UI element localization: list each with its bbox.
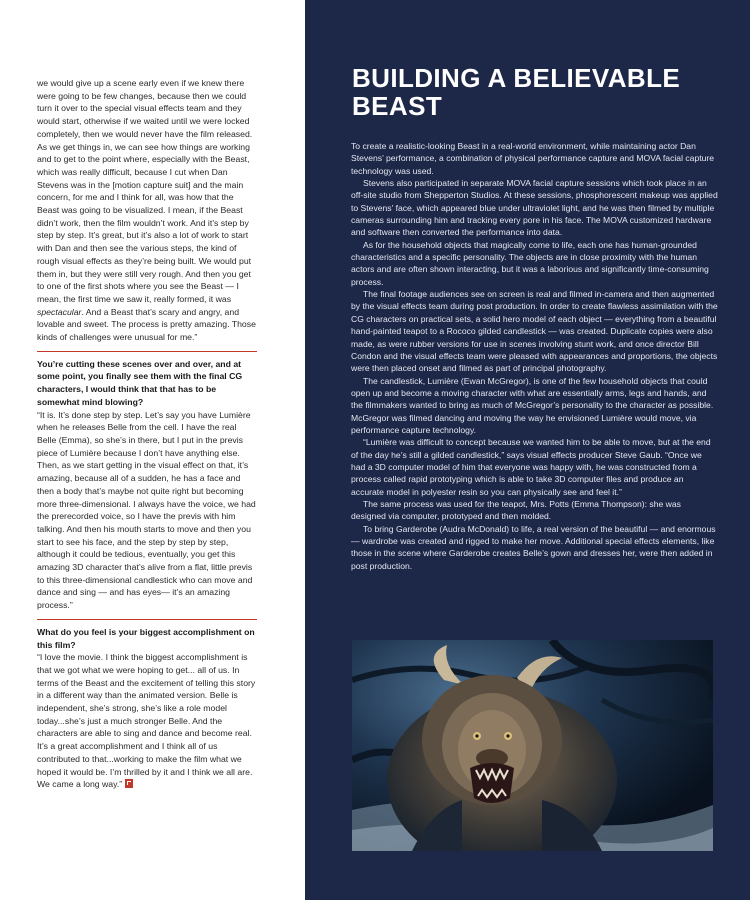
interview-answer-2: “I love the movie. I think the biggest accomplishment is that we got what we were hoping to get... all of us. In terms of the Beast and the excitement of telling this story in a different way than the animated version. Belle is independent, she’s strong, she’s like a role model today...she’s just a much stronger Belle. And the characters are able to sing and dance and become real. It’s a great accomplishment and I think all of us contributed to that...working to make the film what we hoped it would be. I’m thrilled by it and I think we all are. We came a long way.” bbox=[37, 652, 256, 790]
feature-paragraph-5: The candlestick, Lumière (Ewan McGregor), is one of the few household objects that could open up and become a moving character with what are essentially arms, legs and hands, and the filmmakers wanted to bring as much of McGregor’s personality to the character as possible. McGregor was filmed dancing and moving the way he envisioned Lumière would move, via performance capture technology. bbox=[351, 375, 714, 435]
feature-paragraph-2: Stevens also participated in separate MOVA facial capture sessions which took place in an off-site studio from Shepperton Studios. At these sessions, phosphorescent makeup was applied to Stevens’ face, which appeared blue under ultraviolet light, and he was then filmed by multiple cameras surrounding him and tracking every pore in his face. The MOVA customized hardware and software then converted the performance into data. bbox=[351, 178, 718, 238]
interview-question-1: You’re cutting these scenes over and over, and at some point, you finally see them with the final CG characters, I would think that that has to be somewhat mind blowing? bbox=[37, 358, 243, 407]
section-divider-1 bbox=[37, 351, 257, 352]
intro-text-after: . And a Beast that’s scary and angry, and lovable and sweet. The process is pretty amazing. Those kinds of challenges were unusual for me.” bbox=[37, 306, 256, 343]
end-mark-icon bbox=[125, 779, 133, 788]
interview-question-2: What do you feel is your biggest accomplishment on this film? bbox=[37, 626, 255, 650]
intro-text-before: we would give up a scene early even if we knew there were going to be few changes, because then we could turn it over to the special visual effects team and they would start, otherwise if we waited until we were locked completely, then we would never have the film released. As we get things in, we can see how things are working and to get to the point where, especially with the Beast, which was really difficult, because I cut when Dan Stevens was in the [motion capture suit] and the main concern, for me and I think for all, was how that the Beast was going to be visualized. I mean, if the Beast didn’t work, then the film wouldn’t work. And it’s step by step by step. It’s great, but it’s also a lot of work to start with Dan and then see the various steps, the kind of rough visual effects as they’re being built. We would put them in, but they were still very rough. And then you get to one of the first shots where you see the Beast — I mean, the first time we saw it, really formed, it was bbox=[37, 78, 253, 304]
feature-sidebar bbox=[305, 0, 750, 900]
interview-answer-2-wrapper bbox=[37, 651, 257, 791]
feature-paragraph-7: The same process was used for the teapot, Mrs. Potts (Emma Thompson): she was designed via computer, prototyped and then molded. bbox=[351, 498, 681, 522]
intro-paragraph bbox=[37, 77, 257, 344]
feature-body bbox=[351, 140, 718, 572]
feature-paragraph-4: The final footage audiences see on screen is real and filmed in-camera and then augmented by the visual effects team during post production. In order to create flawless assimilation with the CG characters on practical sets, a solid hero model of each object — everything from a beautiful hand-painted teapot to a Rococo gilded candlestick — was created. Duplicate copies were also made, as were rubber versions for use in scenes involving stunt work, and once director Bill Condon and the visual effects team were pleased with appearances and proportions, the objects were then placed onset and filmed as part of principal photography. bbox=[351, 289, 718, 374]
feature-paragraph-1: To create a realistic-looking Beast in a real-world environment, while maintaining actor Dan Stevens’ performance, a combination of physical performance capture and MOVA facial capture technology was used. bbox=[351, 141, 715, 176]
intro-emphasis: spectacular bbox=[37, 306, 82, 317]
interview-answer-1: “It is. It’s done step by step. Let’s say you have Lumière when he releases Belle from the cell. I have the real Belle (Emma), so she’s in there, but I put in the previs piece of Lumière because I don’t have anything else. Then, as we start getting in the visual effect on that, it’s amazing, because all of a sudden, he has a face and then a body that’s maybe not quite right but becoming more three-dimensional. I always have the voice, we had the prerecorded voice, so I have the previs with him talking. And then his mouth starts to move and then you start to see his face, and the step by step by step, although it could be tedious, eventually, you get this amazing 3D character that’s alive from a flat, little previs to this three-dimensional candlestick who can move and dance and sing — and has eyes— it’s an amazing process.” bbox=[37, 409, 256, 611]
feature-title: BUILDING A BELIEVABLE BEAST bbox=[352, 63, 681, 121]
beast-film-still bbox=[352, 640, 713, 851]
feature-paragraph-8: To bring Garderobe (Audra McDonald) to life, a real version of the beautiful — and enormous — wardrobe was created and rigged to make her move. Additional special effects elements, like those in the scene where Garderobe creates Belle’s gown and dresses her, were then added in post production. bbox=[351, 523, 716, 571]
section-divider-2 bbox=[37, 619, 257, 620]
feature-paragraph-3: As for the household objects that magically come to life, each one has human-grounded characteristics and a specific personality. The objects are in close proximity with the human actors and are often shown interacting, but it was a laborious and significantly time-consuming process. bbox=[351, 239, 709, 287]
interview-column bbox=[37, 77, 257, 791]
feature-paragraph-6: “Lumière was difficult to concept because we wanted him to be able to move, but at the end of the day he’s still a gilded candlestick,” says visual effects producer Steve Gaub. “Once we had a 3D computer model of him that everyone was happy with, he was constructed from a process called rapid prototyping which is able to take 3D computer files and produce an accurate model in polyester resin so you can physically see and feel it.” bbox=[351, 437, 711, 497]
beast-image-art bbox=[352, 640, 713, 851]
